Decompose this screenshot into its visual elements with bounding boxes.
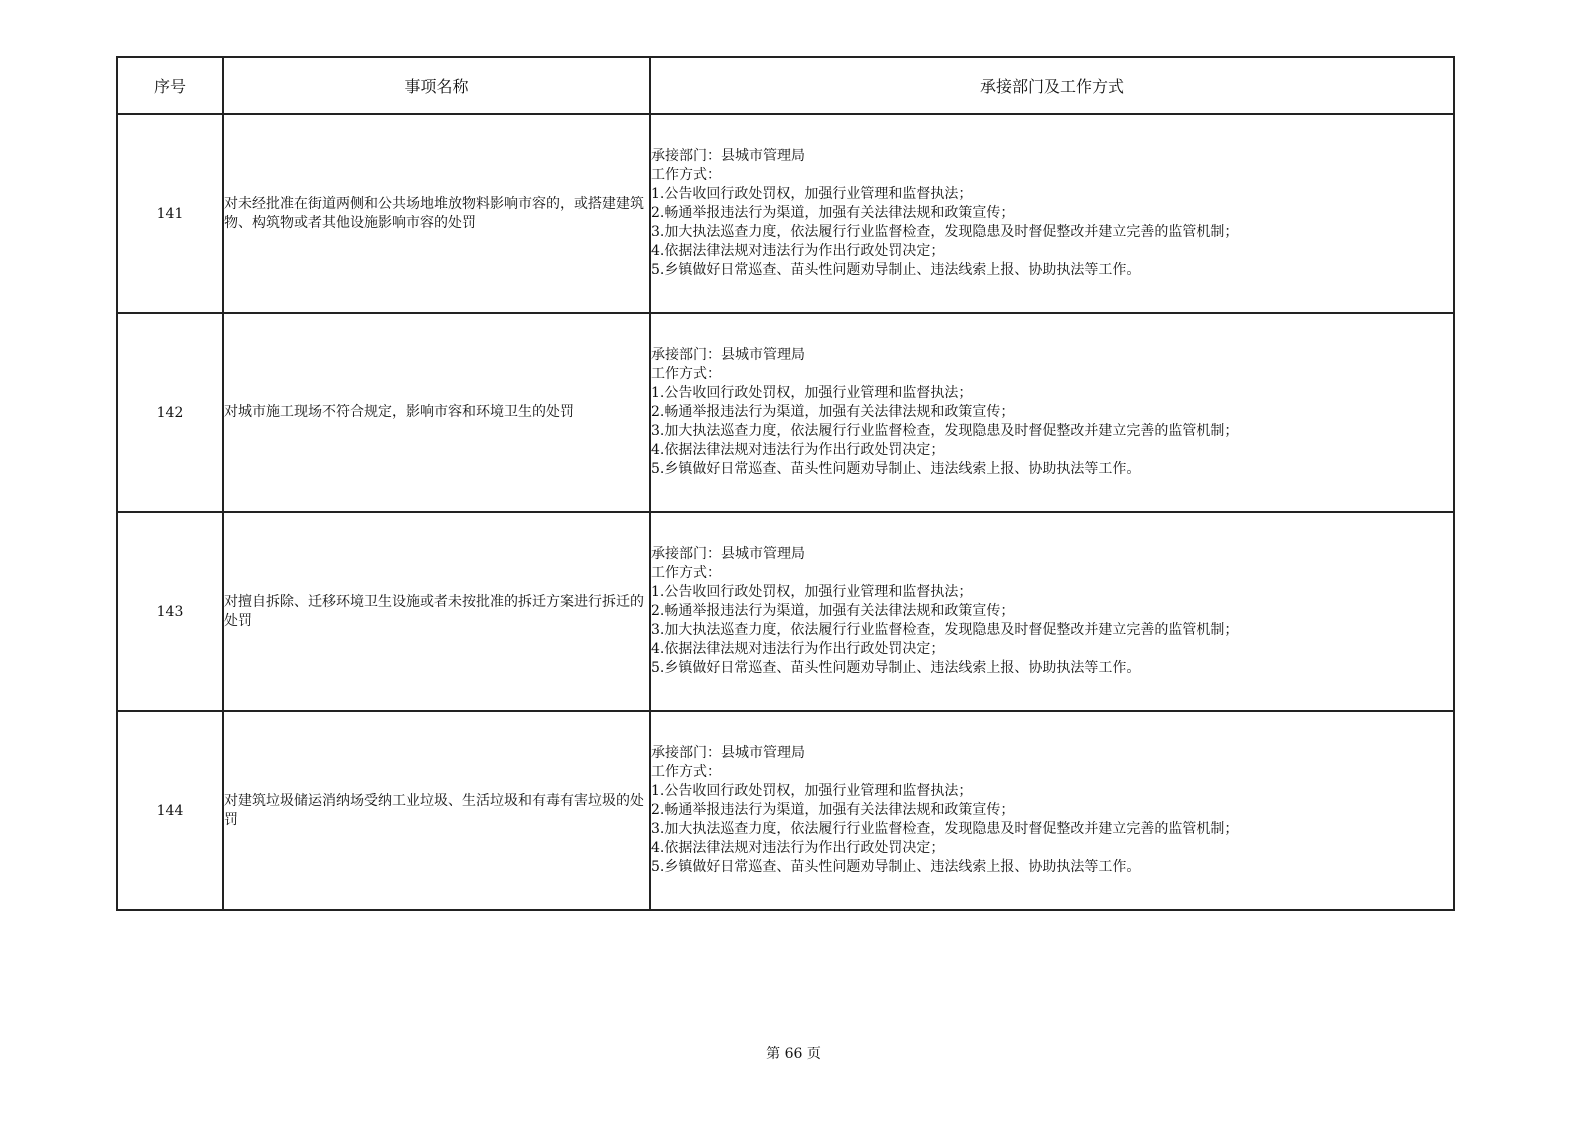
method-line: 4.依据法律法规对违法行为作出行政处罚决定； <box>651 641 945 657</box>
method-line: 1.公告收回行政处罚权，加强行业管理和监督执法； <box>651 385 973 401</box>
table-row <box>117 711 1454 910</box>
row-item-name: 对未经批准在街道两侧和公共场地堆放物料影响市容的，或搭建建筑物、构筑物或者其他设施影响市容的处罚 <box>223 114 650 313</box>
method-line: 4.依据法律法规对违法行为作出行政处罚决定； <box>651 243 945 259</box>
row-dept-method <box>650 711 1454 910</box>
row-item-name: 对擅自拆除、迁移环境卫生设施或者未按批准的拆迁方案进行拆迁的处罚 <box>223 512 650 711</box>
row-item-name: 对建筑垃圾储运消纳场受纳工业垃圾、生活垃圾和有毒有害垃圾的处罚 <box>223 711 650 910</box>
row-dept-method <box>650 512 1454 711</box>
page-number: 第 66 页 <box>766 1046 821 1062</box>
method-label-line: 工作方式： <box>651 167 721 183</box>
method-line: 2.畅通举报违法行为渠道，加强有关法律法规和政策宣传； <box>651 802 1015 818</box>
table-row <box>117 512 1454 711</box>
method-line: 2.畅通举报违法行为渠道，加强有关法律法规和政策宣传； <box>651 603 1015 619</box>
items-table <box>116 56 1455 911</box>
dept-line: 承接部门：县城市管理局 <box>651 546 805 562</box>
method-line: 1.公告收回行政处罚权，加强行业管理和监督执法； <box>651 783 973 799</box>
method-label-line: 工作方式： <box>651 764 721 780</box>
header-seq: 序号 <box>117 57 223 114</box>
method-line: 5.乡镇做好日常巡查、苗头性问题劝导制止、违法线索上报、协助执法等工作。 <box>651 660 1141 676</box>
method-line: 4.依据法律法规对违法行为作出行政处罚决定； <box>651 442 945 458</box>
row-seq: 144 <box>117 711 223 910</box>
method-line: 1.公告收回行政处罚权，加强行业管理和监督执法； <box>651 584 973 600</box>
method-line: 3.加大执法巡查力度，依法履行行业监督检查，发现隐患及时督促整改并建立完善的监管机制； <box>651 622 1239 638</box>
row-item-name: 对城市施工现场不符合规定，影响市容和环境卫生的处罚 <box>223 313 650 512</box>
method-line: 5.乡镇做好日常巡查、苗头性问题劝导制止、违法线索上报、协助执法等工作。 <box>651 461 1141 477</box>
method-label-line: 工作方式： <box>651 565 721 581</box>
table-row <box>117 313 1454 512</box>
row-seq: 143 <box>117 512 223 711</box>
method-line: 2.畅通举报违法行为渠道，加强有关法律法规和政策宣传； <box>651 205 1015 221</box>
method-line: 4.依据法律法规对违法行为作出行政处罚决定； <box>651 840 945 856</box>
method-line: 1.公告收回行政处罚权，加强行业管理和监督执法； <box>651 186 973 202</box>
method-line: 2.畅通举报违法行为渠道，加强有关法律法规和政策宣传； <box>651 404 1015 420</box>
row-seq: 142 <box>117 313 223 512</box>
method-line: 5.乡镇做好日常巡查、苗头性问题劝导制止、违法线索上报、协助执法等工作。 <box>651 859 1141 875</box>
row-dept-method <box>650 114 1454 313</box>
dept-line: 承接部门：县城市管理局 <box>651 148 805 164</box>
row-dept-method <box>650 313 1454 512</box>
table-header-row <box>117 57 1454 114</box>
row-seq: 141 <box>117 114 223 313</box>
header-dept-method: 承接部门及工作方式 <box>650 57 1454 114</box>
method-line: 3.加大执法巡查力度，依法履行行业监督检查，发现隐患及时督促整改并建立完善的监管机制； <box>651 224 1239 240</box>
method-line: 3.加大执法巡查力度，依法履行行业监督检查，发现隐患及时督促整改并建立完善的监管机制； <box>651 423 1239 439</box>
table-row <box>117 114 1454 313</box>
dept-line: 承接部门：县城市管理局 <box>651 745 805 761</box>
header-item-name: 事项名称 <box>223 57 650 114</box>
dept-line: 承接部门：县城市管理局 <box>651 347 805 363</box>
method-line: 3.加大执法巡查力度，依法履行行业监督检查，发现隐患及时督促整改并建立完善的监管机制； <box>651 821 1239 837</box>
method-line: 5.乡镇做好日常巡查、苗头性问题劝导制止、违法线索上报、协助执法等工作。 <box>651 262 1141 278</box>
method-label-line: 工作方式： <box>651 366 721 382</box>
